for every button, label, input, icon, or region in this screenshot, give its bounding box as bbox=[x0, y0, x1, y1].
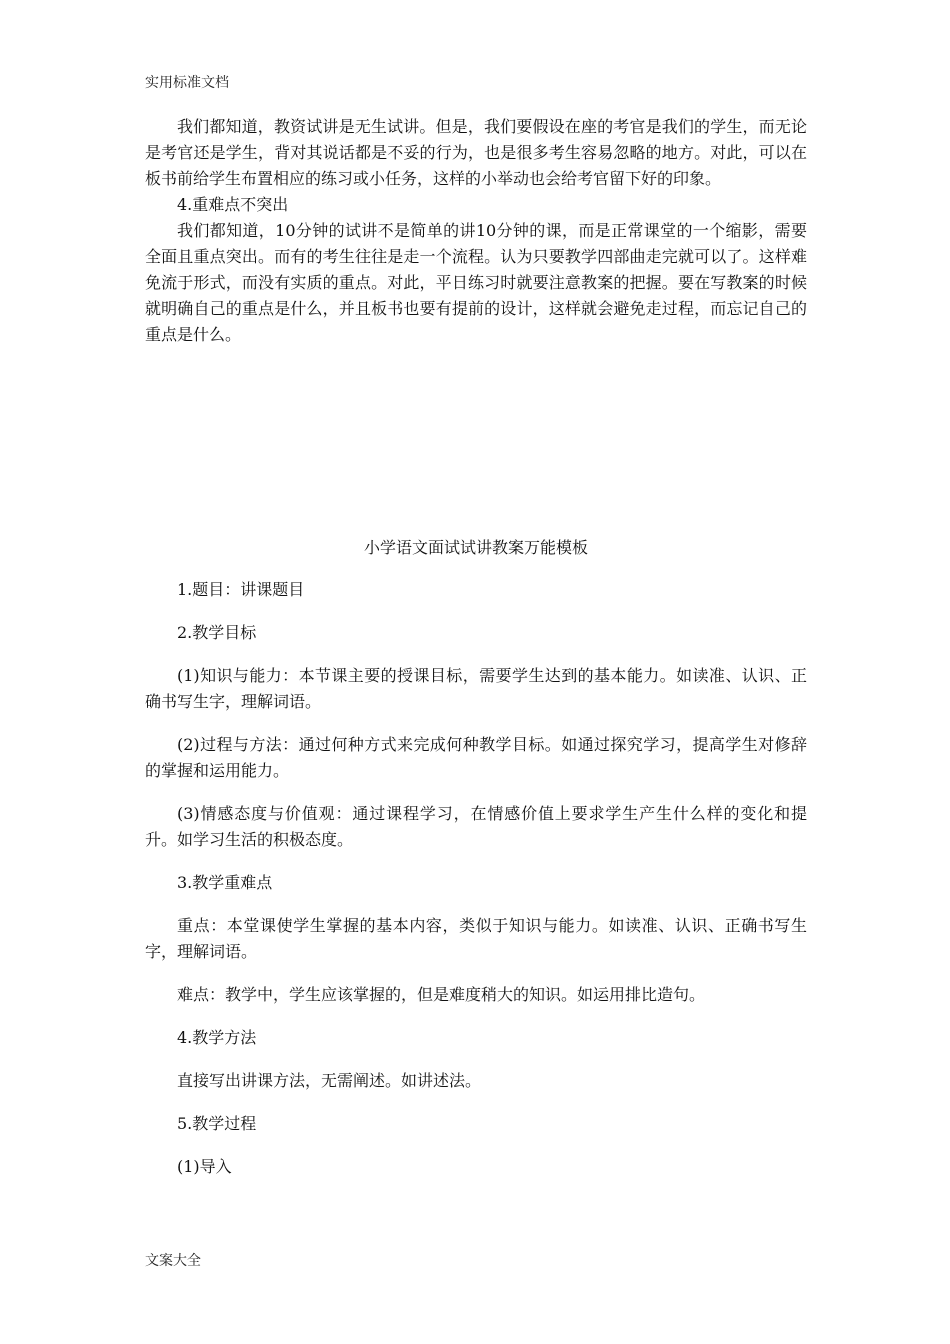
item-introduction: (1)导入 bbox=[177, 1157, 232, 1176]
body-section-continued bbox=[145, 114, 807, 348]
item-process-method: (2)过程与方法：通过何种方式来完成何种教学目标。如通过探究学习，提高学生对修辞的掌握和运用能力。 bbox=[145, 735, 807, 780]
item-teaching-process: 5.教学过程 bbox=[177, 1114, 257, 1133]
page-footer: 文案大全 bbox=[145, 1253, 201, 1269]
item-key-difficult-points: 3.教学重难点 bbox=[177, 873, 273, 892]
paragraph-key-points: 我们都知道，10分钟的试讲不是简单的讲10分钟的课，而是正常课堂的一个缩影，需要全面且重点突出。而有的考生往往是走一个流程。认为只要教学四部曲走完就可以了。这样难免流于形式，而没有实质的重点。对此，平日练习时就要注意教案的把握。要在写教案的时候就明确自己的重点是什么，并且板书也要有提前的设计，这样就会避免走过程，而忘记自己的重点是什么。 bbox=[145, 221, 807, 344]
document-title: 小学语文面试试讲教案万能模板 bbox=[363, 538, 588, 557]
page-header: 实用标准文档 bbox=[145, 75, 229, 91]
heading-key-points: 4.重难点不突出 bbox=[177, 195, 289, 214]
template-section bbox=[145, 535, 807, 1197]
item-topic: 1.题目：讲课题目 bbox=[177, 580, 305, 599]
item-teaching-method: 4.教学方法 bbox=[177, 1028, 257, 1047]
paragraph-board-writing: 我们都知道，教资试讲是无生试讲。但是，我们要假设在座的考官是我们的学生，而无论是考官还是学生，背对其说话都是不妥的行为，也是很多考生容易忽略的地方。对此，可以在板书前给学生布置相应的练习或小任务，这样的小举动也会给考官留下好的印象。 bbox=[145, 117, 807, 188]
item-teaching-goals: 2.教学目标 bbox=[177, 623, 257, 642]
item-key-point: 重点：本堂课使学生掌握的基本内容，类似于知识与能力。如读准、认识、正确书写生字，理解词语。 bbox=[145, 916, 807, 961]
item-method-description: 直接写出讲课方法，无需阐述。如讲述法。 bbox=[177, 1071, 482, 1090]
item-emotion-values: (3)情感态度与价值观：通过课程学习，在情感价值上要求学生产生什么样的变化和提升。如学习生活的积极态度。 bbox=[145, 804, 807, 849]
item-difficult-point: 难点：教学中，学生应该掌握的，但是难度稍大的知识。如运用排比造句。 bbox=[177, 985, 706, 1004]
item-knowledge-ability: (1)知识与能力：本节课主要的授课目标，需要学生达到的基本能力。如读准、认识、正确书写生字，理解词语。 bbox=[145, 666, 807, 711]
